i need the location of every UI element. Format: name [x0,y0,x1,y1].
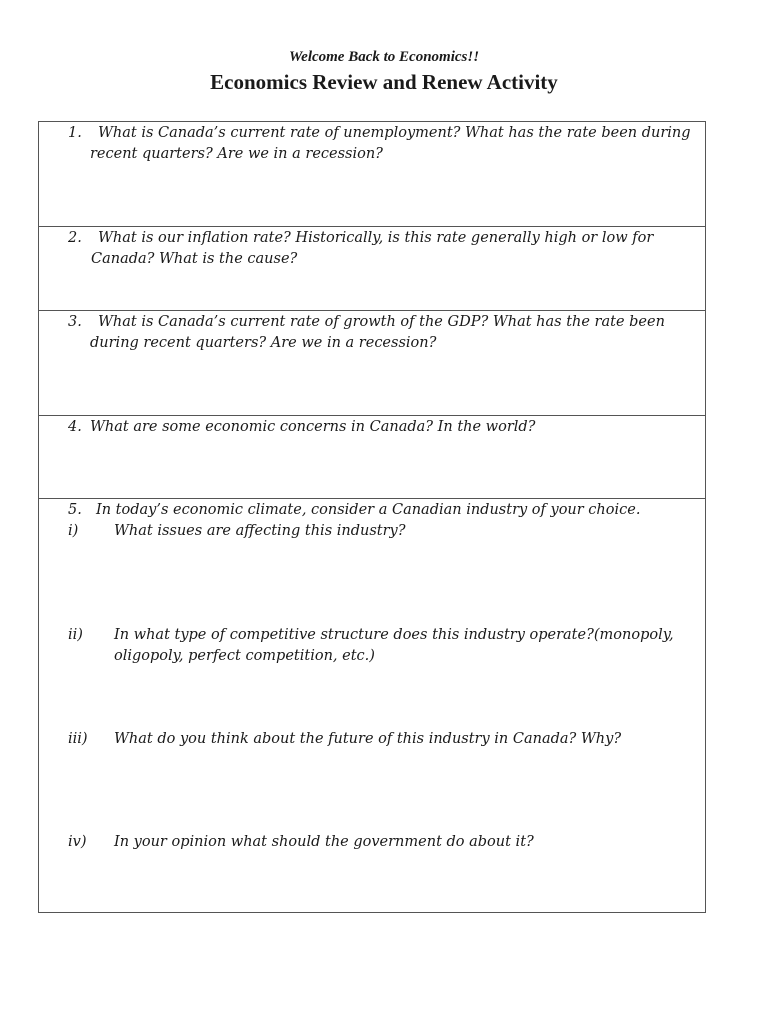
question-2-line-1 [68,228,653,249]
question-5-text-1: In today’s economic climate, consider a Canadian industry of your choice. [96,502,641,518]
question-3-line-1 [68,312,665,333]
subquestion-ii-numeral: ii) [68,627,83,643]
question-2-number: 2. [68,230,82,246]
subquestion-ii-text-2: oligopoly, perfect competition, etc.) [114,648,375,664]
question-row-2 [39,227,705,311]
question-3-text-1: What is Canada’s current rate of growth of the GDP? What has the rate been [98,314,665,330]
subquestion-iv-numeral: iv) [68,834,87,850]
subquestion-ii-text-1: In what type of competitive structure does this industry operate?(monopoly, [114,627,674,643]
question-4-line-1 [68,417,535,438]
question-2-text-1: What is our inflation rate? Historically, is this rate generally high or low for [98,230,654,246]
question-2-line-2: Canada? What is the cause? [91,251,298,267]
question-5-number: 5. [68,502,82,518]
question-1-line-1 [68,123,691,144]
worksheet-title: Economics Review and Renew Activity [210,70,558,94]
question-row-1 [39,122,705,227]
subquestion-i-numeral: i) [68,523,79,539]
subquestion-iii-numeral: iii) [68,731,88,747]
question-3-number: 3. [68,314,82,330]
question-row-4 [39,416,705,499]
question-row-3 [39,311,705,416]
question-table [38,121,706,913]
subquestion-iii-text: What do you think about the future of this industry in Canada? Why? [114,731,622,747]
worksheet-subtitle: Welcome Back to Economics!! [288,49,480,65]
question-1-text-1: What is Canada’s current rate of unemployment? What has the rate been during [98,125,691,141]
question-4-text-1: What are some economic concerns in Canada? In the world? [90,419,536,435]
question-1-line-2: recent quarters? Are we in a recession? [90,146,383,162]
question-3-line-2: during recent quarters? Are we in a recession? [90,335,437,351]
question-5-line-1 [68,500,640,521]
subquestion-iv-text: In your opinion what should the government do about it? [114,834,534,850]
question-row-5 [39,499,705,912]
question-1-number: 1. [68,125,82,141]
subquestion-i-text: What issues are affecting this industry? [114,523,406,539]
question-4-number: 4. [68,419,82,435]
